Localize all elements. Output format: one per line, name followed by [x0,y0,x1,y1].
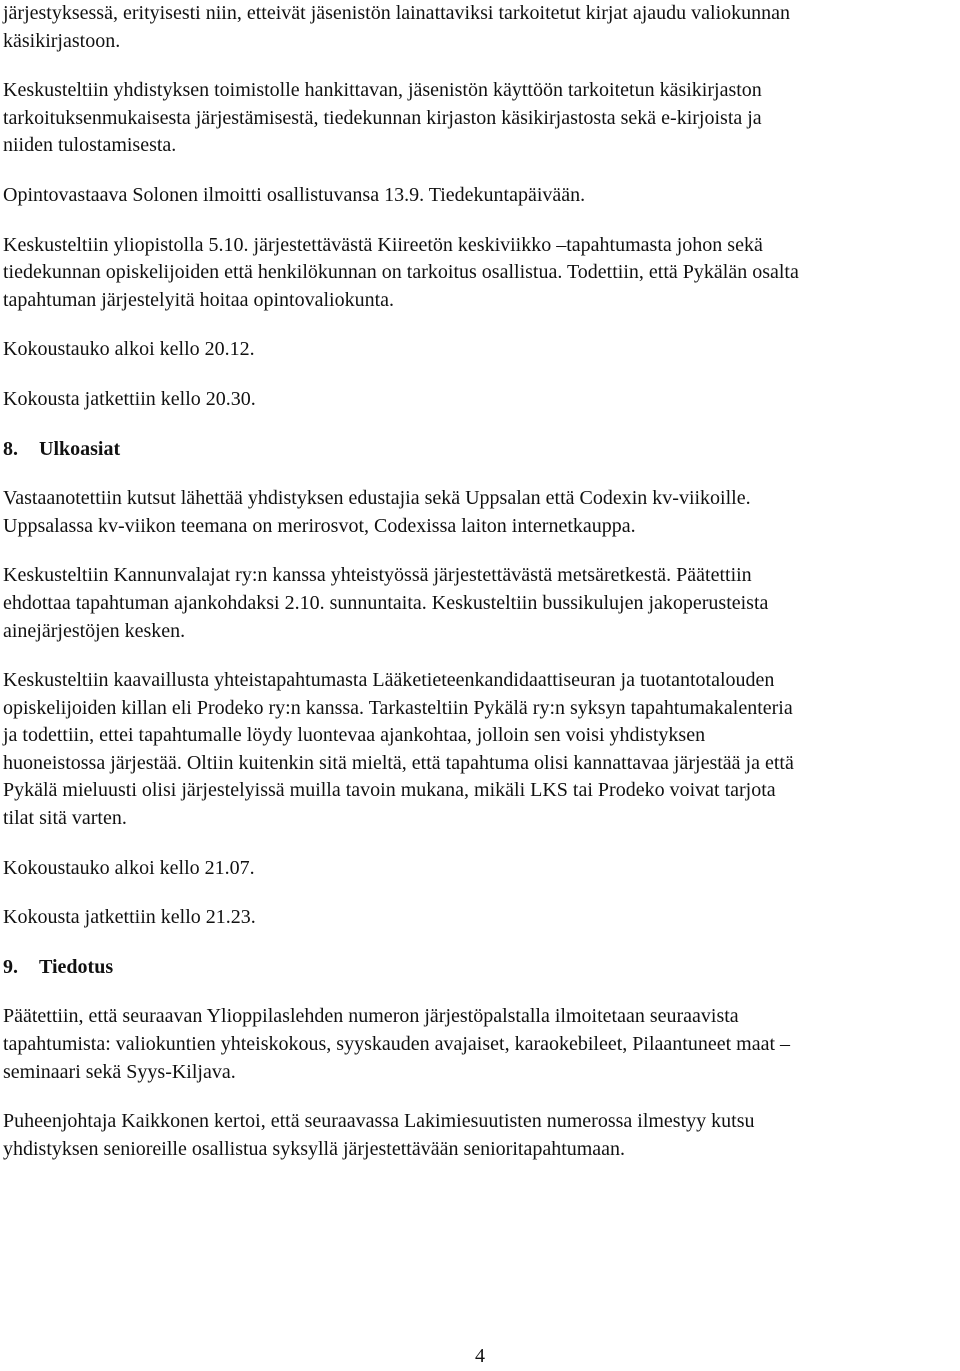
paragraph-pause-start [3,855,958,883]
text-line: Pykälä mieluusti olisi järjestelyissä muilla tavoin mukana, mikäli LKS tai Prodeko voivat tarjota [3,779,776,802]
text-line: Vastaanotettiin kutsut lähettää yhdistyksen edustajia sekä Uppsalan että Codexin kv-viikoille. [3,487,751,510]
paragraph-handbook-library [3,77,958,160]
text-line: huoneistossa järjestää. Oltiin kuitenkin sitä mieltä, että tapahtuma olisi kannattavaa järjestää ja että [3,751,794,774]
text-line: Keskusteltiin Kannunvalajat ry:n kanssa yhteistyössä järjestettävästä metsäretkestä. Päätettiin [3,564,752,587]
text-line: ehdottaa tapahtuman ajankohdaksi 2.10. sunnuntaita. Keskusteltiin bussikulujen jakoperusteista [3,591,769,614]
paragraph-lakimiesuutiset [3,1108,958,1163]
text-line: Päätettiin, että seuraavan Ylioppilaslehden numeron järjestöpalstalla ilmoitetaan seuraavista [3,1005,739,1028]
text-line: niiden tulostamisesta. [3,134,177,157]
paragraph-solonen [3,182,958,210]
section-heading-ulkoasiat [3,436,958,464]
text-line: ainejärjestöjen kesken. [3,619,186,642]
text-line: tiedekunnan opiskelijoiden että henkilökunnan on tarkoitus osallistua. Todettiin, että Pykälän osalta [3,261,799,284]
paragraph-kannunvalajat [3,562,958,645]
section-title: Tiedotus [39,955,114,978]
section-number: 9. [3,955,18,978]
text-line: Kokousta jatkettiin kello 20.30. [3,387,256,410]
section-heading-tiedotus [3,954,958,982]
paragraph-pause-end [3,386,958,414]
text-line: käsikirjastoon. [3,29,121,52]
text-line: Uppsalassa kv-viikon teemana on merirosvot, Codexissa laiton internetkauppa. [3,514,636,537]
text-line: tarkoituksenmukaisesta järjestämisestä, tiedekunnan kirjaston käsikirjastosta sekä e-kirjoista ja [3,106,762,129]
text-line: Kokoustauko alkoi kello 20.12. [3,338,255,361]
text-line: järjestyksessä, erityisesti niin, etteivät jäsenistön lainattaviksi tarkoitetut kirjat ajaudu valiokunnan [3,2,791,24]
paragraph-prodeko [3,667,958,833]
text-line: yhdistyksen senioreille osallistua syksyllä järjestettävään senioritapahtumaan. [3,1137,626,1160]
text-line: Kokousta jatkettiin kello 21.23. [3,906,256,929]
text-line: opiskelijoiden killan eli Prodeko ry:n kanssa. Tarkasteltiin Pykälä ry:n syksyn tapahtumakalenteria [3,696,793,719]
text-line: Kokoustauko alkoi kello 21.07. [3,856,255,879]
paragraph-ylioppilaslehti [3,1003,958,1086]
paragraph-pause-end [3,904,958,932]
text-line: Puheenjohtaja Kaikkonen kertoi, että seuraavassa Lakimiesuutisten numerossa ilmestyy kutsu [3,1110,755,1133]
paragraph-pause-start [3,336,958,364]
section-number: 8. [3,437,18,460]
text-line: tapahtuman järjestelyitä hoitaa opintovaliokunta. [3,288,394,311]
text-line: Keskusteltiin kaavaillusta yhteistapahtumasta Lääketieteenkandidaattiseuran ja tuotantotalouden [3,669,775,692]
text-line: seminaari sekä Syys-Kiljava. [3,1060,236,1083]
text-line: tilat sitä varten. [3,807,127,830]
text-line: tapahtumista: valiokuntien yhteiskokous, syyskauden avajaiset, karaokebileet, Pilaantuneet maat – [3,1033,791,1056]
paragraph-library-order [3,0,958,55]
section-title: Ulkoasiat [39,437,121,460]
paragraph-kiireeton-keskiviikko [3,232,958,315]
text-line: Keskusteltiin yhdistyksen toimistolle hankittavan, jäsenistön käyttöön tarkoitetun käsikirjaston [3,79,762,102]
text-line: Opintovastaava Solonen ilmoitti osallistuvansa 13.9. Tiedekuntapäivään. [3,183,586,206]
page-number: 4 [475,1345,485,1367]
document-page [3,0,958,1185]
text-line: Keskusteltiin yliopistolla 5.10. järjestettävästä Kiireetön keskiviikko –tapahtumasta johon sekä [3,233,763,256]
paragraph-invitations [3,485,958,540]
text-line: ja todettiin, ettei tapahtumalle löydy luontevaa ajankohtaa, jolloin sen voisi yhdistyksen [3,724,706,747]
